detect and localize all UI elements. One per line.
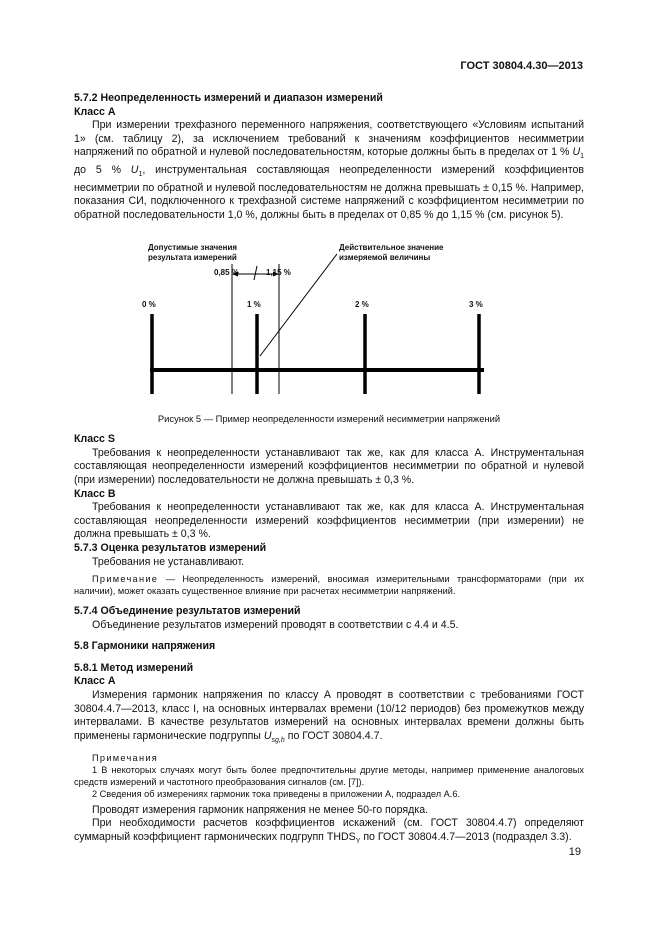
tick-label-1: 1 % [247, 299, 261, 309]
allowed-values-leader [254, 266, 257, 280]
value-1-15: 1,15 % [266, 267, 291, 277]
section-5-7-4-title: 5.7.4 Объединение результатов измерений [74, 605, 301, 618]
section-5-7-3-title: 5.7.3 Оценка результатов измерений [74, 541, 267, 554]
section-5-8-1-title: 5.8.1 Метод измерений [74, 661, 194, 674]
note-2: 2 Сведения об измерениях гармоник тока приведены в приложении А, подраздел А.6. [92, 788, 460, 799]
tick-label-2: 2 % [355, 299, 369, 309]
note-5-7-3: Примечание — Неопределенность измерений, вносимая измерительными трансформаторами (при их наличии), может оказать существенное влияние при расчетах несимметрии напряжений. [74, 574, 584, 597]
section-5-8-title: 5.8 Гармоники напряжения [74, 640, 216, 653]
section-5-7-2-title: 5.7.2 Неопределенность измерений и диапазон измерений [74, 92, 383, 104]
notes-label: Примечания [92, 752, 159, 763]
figure-5 [74, 228, 584, 412]
tick-label-3: 3 % [469, 299, 483, 309]
class-s-label: Класс S [74, 433, 115, 446]
section-5-7-4-text: Объединение результатов измерений проводят в соответствии с 4.4 и 4.5. [92, 618, 459, 631]
class-b-text: Требования к неопределенности устанавливают так же, как для класса А. Инструментальная составляющая неопределенности измерений коэффициентов несимметрии (при измерении) не должна превышать ± 0,3 %. [74, 501, 584, 541]
value-0-85: 0,85 % [214, 267, 239, 277]
tick-label-0: 0 % [142, 299, 156, 309]
page-content [74, 92, 584, 848]
class-s-text: Требования к неопределенности устанавливают так же, как для класса А. Инструментальная составляющая неопределенности измерений коэффициентов несимметрии по обратной и нулевой (при измерении) последовательности не должна превышать ± 0,3 %. [74, 446, 584, 486]
class-a-label-harmonics: Класс А [74, 675, 116, 688]
figure-5-caption: Рисунок 5 — Пример неопределенности измерений несимметрии напряжений [157, 412, 501, 424]
harmonics-order-text: Проводят измерения гармоник напряжения не менее 50-го порядка. [92, 803, 429, 816]
label-allowed-values: Допустимые значения результата измерений [148, 242, 238, 262]
paragraph-uncertainty: При измерении трехфазного переменного напряжения, соответствующего «Условиям испытаний 1» (см. таблицу 2), за исключением требований к значениям коэффициентов несимметрии напряжений по обратной и нулевой последовательностям, которые должны быть в пределах от 1 % $U_1$ до 5 % $U_1$, инструментальная составляющая неопределенности измерений коэффициентов несимметрии по обратной и нулевой последовательностям не должна превышать ± 0,15 %. Например, показания СИ, подключенного к трехфазной системе напряжений с коэффициентом несимметрии по обратной последовательности 1,0 %, должны быть в пределах от 0,85 % до 1,15 % (см. рисунок 5). [74, 119, 584, 221]
document-header: ГОСТ 30804.4.30—2013 [460, 60, 583, 72]
page-number: 19 [568, 846, 581, 858]
harmonics-paragraph: Измерения гармоник напряжения по классу А проводят в соответствии с требованиями ГОСТ 30804.4.7—2013, класс I, на основных интервалах времени (10/12 периодов) без промежутков между интервалами. В качестве результатов измерений на основных интервалах времени должны быть применены гармонические подгруппы $U_{sg,h}$ по ГОСТ 30804.4.7. [74, 689, 584, 744]
label-true-value: Действительное значение измеряемой величины [339, 242, 444, 262]
thds-paragraph: При необходимости расчетов коэффициентов искажений (см. ГОСТ 30804.4.7) определяют суммарный коэффициент гармонических подгрупп $THDS_Y$ по ГОСТ 30804.4.7—2013 (подраздел 3.3). [74, 817, 584, 845]
class-a-label: Класс А [74, 105, 116, 118]
note-1: 1 В некоторых случаях могут быть более предпочтительны другие методы, например применение аналоговых средств измерений и частотного преобразования сигналов (см. [7]). [74, 764, 584, 787]
class-b-label: Класс В [74, 487, 116, 500]
section-5-7-3-text: Требования не устанавливают. [92, 555, 245, 568]
